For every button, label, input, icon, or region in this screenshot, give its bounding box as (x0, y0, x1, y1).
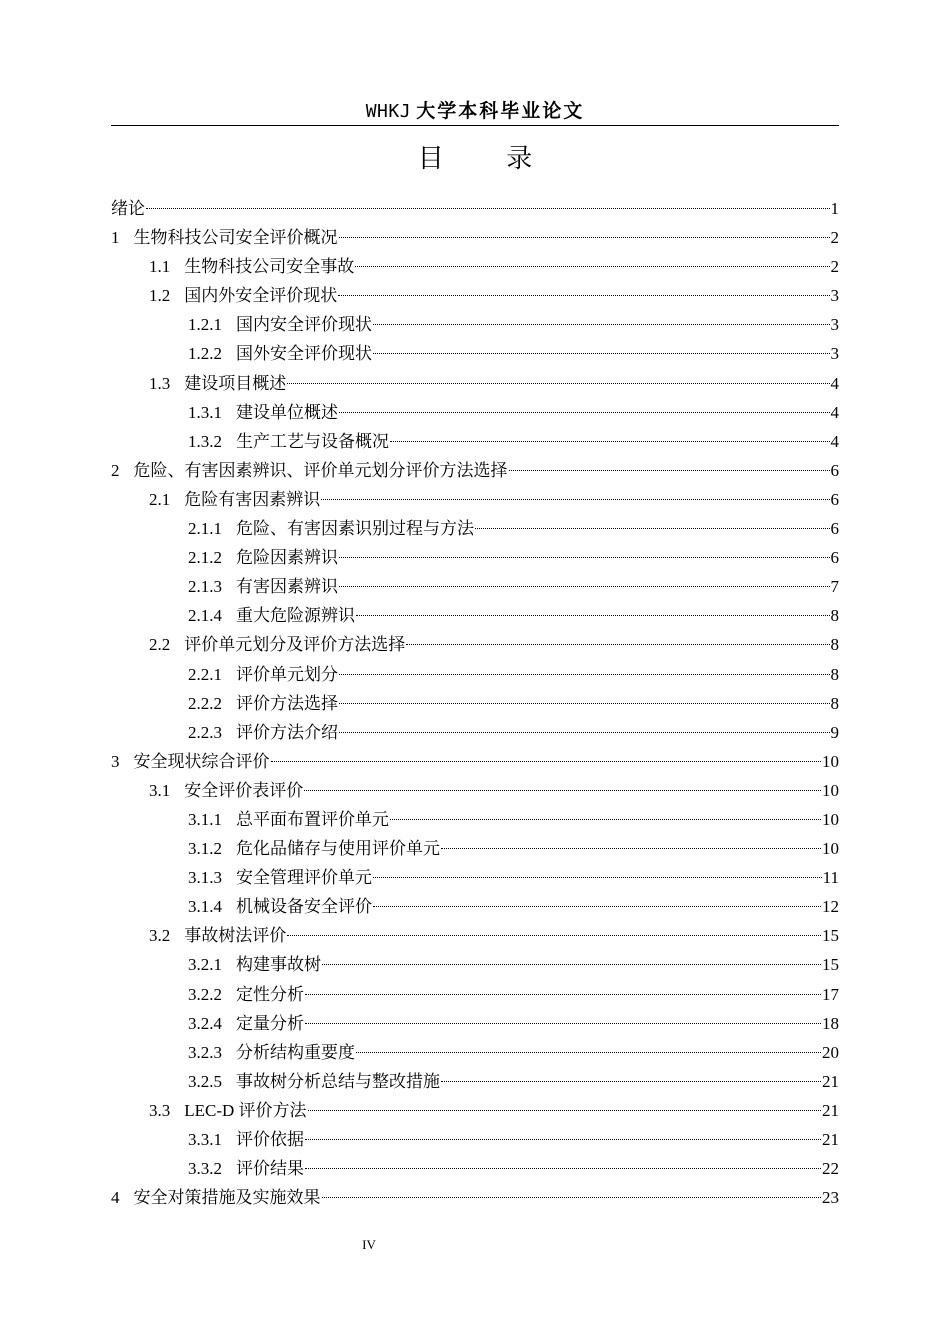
toc-entry-page: 15 (822, 926, 839, 946)
toc-entry-page: 15 (822, 955, 839, 975)
toc-entry-number: 1.2 (149, 286, 171, 306)
dot-leader (356, 614, 830, 616)
toc-entry[interactable] (111, 921, 839, 950)
toc-entry-number: 2.1.4 (188, 606, 222, 626)
toc-entry-title: 国内安全评价现状 (236, 315, 372, 335)
dot-leader (339, 673, 830, 675)
toc-entry-number: 1.3 (149, 373, 171, 393)
toc-entry[interactable] (111, 310, 839, 339)
toc-entry-page: 12 (822, 897, 839, 917)
toc-entry[interactable] (111, 660, 839, 689)
toc-entry-page: 9 (830, 722, 839, 742)
toc-entry-page: 21 (822, 1071, 839, 1091)
toc-entry-page: 18 (822, 1013, 839, 1033)
dot-leader (339, 702, 830, 704)
toc-entry[interactable] (111, 1154, 839, 1183)
dot-leader (322, 1196, 822, 1198)
dot-leader (339, 556, 830, 558)
toc-entry-title: 事故树分析总结与整改措施 (236, 1071, 440, 1091)
toc-entry-page: 3 (830, 344, 839, 364)
dot-leader (339, 585, 830, 587)
toc-entry-number: 2.2.3 (188, 722, 222, 742)
toc-entry-number: 3.3 (149, 1100, 171, 1120)
toc-entry-page: 10 (822, 780, 839, 800)
toc-entry-number: 3.1.3 (188, 868, 222, 888)
toc-entry[interactable] (111, 427, 839, 456)
dot-leader (355, 265, 829, 267)
toc-entry-number: 3 (111, 751, 120, 771)
toc-entry-number: 3.2.1 (188, 955, 222, 975)
toc-entry-number: 2.2.1 (188, 664, 222, 684)
dot-leader (373, 876, 822, 878)
dot-leader (509, 469, 830, 471)
toc-entry[interactable] (111, 1096, 839, 1125)
toc-entry-title: 总平面布置评价单元 (236, 809, 389, 829)
toc-entry-title: 国外安全评价现状 (236, 344, 372, 364)
toc-entry-page: 23 (822, 1188, 839, 1208)
toc-entry-page: 6 (830, 548, 839, 568)
dot-leader (305, 993, 821, 995)
toc-entry-title: 定量分析 (236, 1013, 304, 1033)
toc-entry-page: 10 (822, 839, 839, 859)
toc-entry-title: 评价单元划分及评价方法选择 (184, 635, 406, 655)
toc-entry[interactable] (111, 456, 839, 485)
toc-entry-title: 危险、有害因素辨识、评价单元划分评价方法选择 (133, 460, 508, 480)
toc-entry-title: 危险因素辨识 (236, 548, 338, 568)
toc-entry-page: 20 (822, 1042, 839, 1062)
dot-leader (475, 527, 830, 529)
toc-entry-title: 评价方法介绍 (236, 722, 338, 742)
dot-leader (339, 731, 830, 733)
toc-entry[interactable] (111, 747, 839, 776)
toc-entry-number: 3.2 (149, 926, 171, 946)
toc-entry-number: 1.1 (149, 257, 171, 277)
table-of-contents (111, 194, 839, 1212)
toc-entry-page: 2 (830, 228, 839, 248)
toc-entry-page: 4 (830, 373, 839, 393)
toc-entry[interactable] (111, 718, 839, 747)
dot-leader (305, 1138, 821, 1140)
dot-leader (271, 760, 822, 762)
toc-entry-title: 机械设备安全评价 (236, 897, 372, 917)
toc-entry-page: 6 (830, 519, 839, 539)
toc-entry-title: 危险、有害因素识别过程与方法 (236, 519, 474, 539)
toc-entry[interactable] (111, 805, 839, 834)
toc-entry[interactable] (111, 776, 839, 805)
toc-entry-number: 2 (111, 460, 120, 480)
page-number: IV (362, 1237, 376, 1252)
toc-entry-number: 3.2.3 (188, 1042, 222, 1062)
header-divider (111, 125, 839, 126)
toc-entry-title: 国内外安全评价现状 (184, 286, 338, 306)
dot-leader (373, 905, 821, 907)
toc-entry-number: 1.2.1 (188, 315, 222, 335)
dot-leader (308, 1109, 821, 1111)
dot-leader (373, 323, 830, 325)
toc-entry[interactable] (111, 252, 839, 281)
toc-entry-title: 评价单元划分 (236, 664, 338, 684)
toc-entry-number: 3.1.4 (188, 897, 222, 917)
toc-entry-title: 分析结构重要度 (236, 1042, 355, 1062)
dot-leader (373, 352, 830, 354)
toc-entry[interactable] (111, 223, 839, 252)
toc-entry-page: 21 (822, 1100, 839, 1120)
toc-entry-page: 10 (822, 809, 839, 829)
dot-leader (287, 934, 821, 936)
toc-entry-page: 1 (830, 199, 839, 218)
dot-leader (356, 1051, 821, 1053)
toc-entry-title: 建设项目概述 (184, 373, 287, 393)
toc-entry-number: 3.1.1 (188, 809, 222, 829)
toc-entry-page: 3 (830, 286, 839, 306)
toc-entry-title: 事故树法评价 (184, 926, 287, 946)
toc-entry-page: 6 (830, 460, 839, 480)
toc-entry-page: 8 (830, 664, 839, 684)
toc-entry-title: 评价依据 (236, 1130, 304, 1149)
dot-leader (304, 789, 821, 791)
toc-entry-title: 评价结果 (236, 1159, 304, 1179)
toc-entry-number: 3.2.5 (188, 1071, 222, 1091)
toc-entry[interactable] (111, 950, 839, 979)
toc-entry-number: 2.1.2 (188, 548, 222, 568)
dot-leader (338, 294, 829, 296)
toc-entry-page: 17 (822, 984, 839, 1004)
toc-entry[interactable] (111, 834, 839, 863)
dot-leader (305, 1022, 821, 1024)
toc-entry-page: 2 (830, 257, 839, 277)
toc-entry-number: 4 (111, 1188, 120, 1208)
toc-entry-title: 安全评价表评价 (184, 780, 304, 800)
toc-entry-number: 2.1 (149, 489, 171, 509)
toc-entry-number: 2.1.3 (188, 577, 222, 597)
dot-leader (287, 382, 829, 384)
header-latin: WHKJ (365, 101, 412, 122)
toc-heading: 目 录 (417, 144, 561, 173)
toc-entry-number: 1.3.2 (188, 431, 222, 451)
toc-entry-title: LEC-D 评价方法 (184, 1100, 307, 1120)
toc-entry-number: 3.2.4 (188, 1013, 222, 1033)
toc-entry-number: 2.1.1 (188, 519, 222, 539)
toc-entry-page: 21 (822, 1130, 839, 1149)
toc-entry-number: 3.3.2 (188, 1159, 222, 1179)
dot-leader (390, 440, 830, 442)
toc-entry-page: 11 (822, 868, 839, 888)
toc-entry[interactable] (111, 339, 839, 368)
toc-entry-page: 4 (830, 431, 839, 451)
toc-entry-title: 危化品储存与使用评价单元 (236, 839, 440, 859)
toc-entry-title: 生产工艺与设备概况 (236, 431, 389, 451)
toc-entry-page: 4 (830, 402, 839, 422)
toc-entry-title: 重大危险源辨识 (236, 606, 355, 626)
toc-entry-title: 建设单位概述 (236, 402, 338, 422)
toc-entry[interactable] (111, 689, 839, 718)
toc-entry-title: 安全管理评价单元 (236, 868, 372, 888)
toc-entry[interactable] (111, 863, 839, 892)
toc-entry-number: 3.1.2 (188, 839, 222, 859)
toc-entry[interactable] (111, 630, 839, 659)
toc-entry-title: 安全对策措施及实施效果 (133, 1188, 321, 1208)
toc-entry-title: 定性分析 (236, 984, 304, 1004)
toc-entry-number: 3.2.2 (188, 984, 222, 1004)
toc-entry-page: 7 (830, 577, 839, 597)
dot-leader (441, 1080, 821, 1082)
dot-leader (322, 963, 821, 965)
toc-entry[interactable] (111, 1009, 839, 1038)
toc-entry-page: 8 (830, 635, 839, 655)
dot-leader (441, 847, 821, 849)
toc-entry-number: 3.1 (149, 780, 171, 800)
toc-entry-title: 构建事故树 (236, 955, 321, 975)
toc-entry-number: 1.2.2 (188, 344, 222, 364)
toc-entry[interactable] (111, 1067, 839, 1096)
toc-entry[interactable] (111, 281, 839, 310)
toc-entry-title: 生物科技公司安全评价概况 (133, 228, 338, 248)
toc-entry-number: 1.3.1 (188, 402, 222, 422)
toc-entry[interactable] (111, 1125, 839, 1154)
toc-entry-page: 6 (830, 489, 839, 509)
dot-leader (339, 411, 830, 413)
toc-entry-page: 8 (830, 606, 839, 626)
toc-entry[interactable] (111, 485, 839, 514)
toc-entry-number: 3.3.1 (188, 1130, 222, 1149)
toc-entry[interactable] (111, 601, 839, 630)
dot-leader (339, 236, 830, 238)
dot-leader (146, 207, 830, 209)
dot-leader (321, 498, 829, 500)
toc-entry-title: 绪论 (111, 199, 145, 218)
toc-entry-number: 1 (111, 228, 120, 248)
toc-entry-title: 安全现状综合评价 (133, 751, 270, 771)
toc-entry[interactable] (111, 980, 839, 1009)
toc-entry[interactable] (111, 572, 839, 601)
toc-entry[interactable] (111, 514, 839, 543)
toc-entry[interactable] (111, 1038, 839, 1067)
dot-leader (390, 818, 821, 820)
toc-entry[interactable] (111, 892, 839, 921)
toc-entry-page: 8 (830, 693, 839, 713)
toc-entry[interactable] (111, 369, 839, 398)
dot-leader (305, 1167, 821, 1169)
toc-entry-page: 22 (822, 1159, 839, 1179)
toc-entry[interactable] (111, 543, 839, 572)
toc-entry-title: 生物科技公司安全事故 (184, 257, 355, 277)
toc-entry-title: 评价方法选择 (236, 693, 338, 713)
dot-leader (406, 643, 829, 645)
toc-entry[interactable] (111, 398, 839, 427)
toc-entry-title: 危险有害因素辨识 (184, 489, 321, 509)
toc-entry-number: 2.2 (149, 635, 171, 655)
toc-entry[interactable] (111, 1183, 839, 1212)
toc-entry-number: 2.2.2 (188, 693, 222, 713)
toc-entry-page: 10 (822, 751, 839, 771)
header-title: 大学本科毕业论文 (416, 101, 585, 122)
page-header (111, 96, 839, 123)
toc-entry-page: 3 (830, 315, 839, 335)
toc-entry[interactable] (111, 194, 839, 223)
toc-entry-title: 有害因素辨识 (236, 577, 338, 597)
